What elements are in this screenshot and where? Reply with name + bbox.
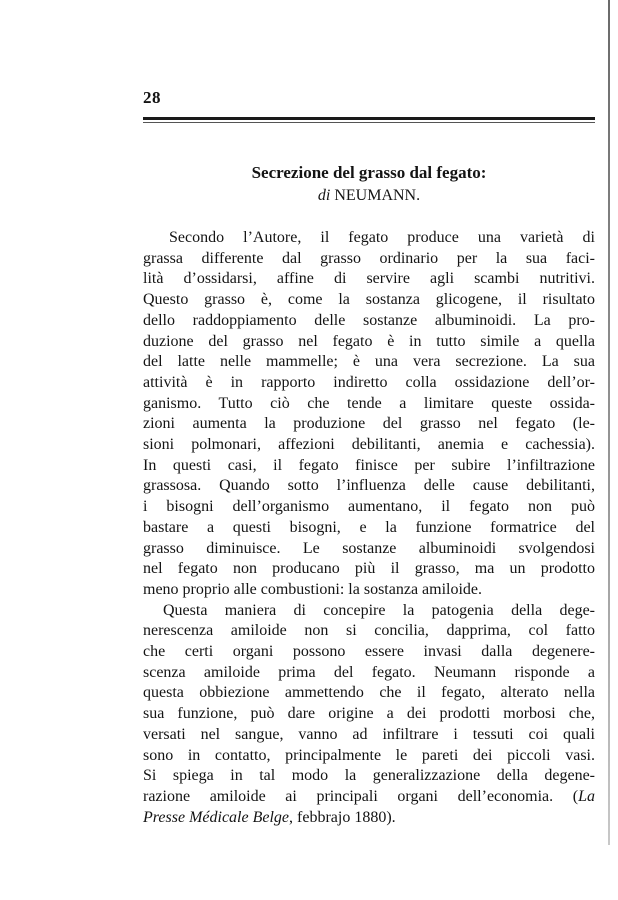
article-title: Secrezione del grasso dal fegato: (251, 163, 487, 182)
body-line: Questo grasso è, come la sostanza glicogene, il risultato (143, 291, 595, 309)
body-line: bastare a questi bisogni, e la funzione formatrice del (143, 518, 595, 536)
body-line: meno proprio alle combustioni: la sostanza amiloide. (143, 580, 483, 598)
body-line: attività è in rapporto indiretto colla ossidazione dell’or- (143, 373, 595, 391)
body-line: che certi organi possono essere invasi dalla degenere- (143, 643, 595, 661)
article-subtitle (143, 185, 595, 207)
body-line-text: razione amiloide ai principali organi dell’economia. ( (143, 787, 579, 805)
body-line: duzione del grasso nel fegato è in tutto simile a quella (143, 332, 595, 350)
body-line: Questa maniera di concepire la patogenia della dege- (163, 601, 595, 619)
body-line: i bisogni dell’organismo aumentano, il fegato non può (143, 498, 595, 516)
body-line: nerescenza amiloide non si concilia, dapprima, col fatto (143, 622, 595, 640)
body-line: scenza amiloide prima del fegato. Neumann risponde a (143, 663, 595, 681)
body-line: sua funzione, può dare origine a dei prodotti morbosi che, (143, 705, 595, 723)
header-rule (143, 117, 595, 120)
body-line: grassa differente dal grasso ordinario per la sua faci- (143, 249, 595, 267)
body-line: nel fegato non producano più il grasso, ma un prodotto (143, 560, 595, 578)
header-rule-thin (143, 122, 595, 123)
body-line: del latte nelle mammelle; è una vera secrezione. La sua (143, 353, 595, 371)
body-line: questa obbiezione ammettendo che il fegato, alterato nella (143, 684, 595, 702)
citation-source: Presse Médicale Belge (143, 808, 290, 826)
citation-date: , febbrajo 1880). (289, 808, 396, 826)
body-line: dello raddoppiamento delle sostanze albuminoidi. La pro- (143, 311, 595, 329)
body-line: sioni polmonari, affezioni debilitanti, anemia e cachessia). (143, 436, 595, 454)
subtitle-author: NEUMANN. (334, 187, 421, 204)
citation-article: La (578, 787, 595, 805)
body-line-citation-end (143, 808, 595, 829)
body-line: Secondo l’Autore, il fegato produce una varietà di (169, 229, 595, 246)
body-line: In questi casi, il fegato finisce per subire l’infiltrazione (143, 456, 595, 474)
page-edge-line (608, 0, 610, 845)
article-body (143, 228, 595, 828)
body-line: versati nel sangue, vanno ad infiltrare i tessuti coi quali (143, 725, 595, 743)
body-line-citation-start (143, 787, 595, 808)
body-line: zioni aumenta la produzione del grasso nel fegato (le- (143, 415, 595, 433)
body-line: sono in contatto, principalmente le pareti dei piccoli vasi. (143, 746, 595, 764)
body-line: ganismo. Tutto ciò che tende a limitare queste ossida- (143, 394, 595, 412)
page-number: 28 (143, 88, 161, 107)
body-line: lità d’ossidarsi, affine di servire agli scambi nutritivi. (143, 270, 595, 288)
body-line: Si spiega in tal modo la generalizzazione della degene- (143, 767, 595, 785)
body-line: grasso diminuisce. Le sostanze albuminoidi svolgendosi (143, 539, 595, 557)
subtitle-prefix: di (317, 187, 331, 204)
body-line: grassosa. Quando sotto l’influenza delle cause debilitanti, (143, 477, 595, 495)
